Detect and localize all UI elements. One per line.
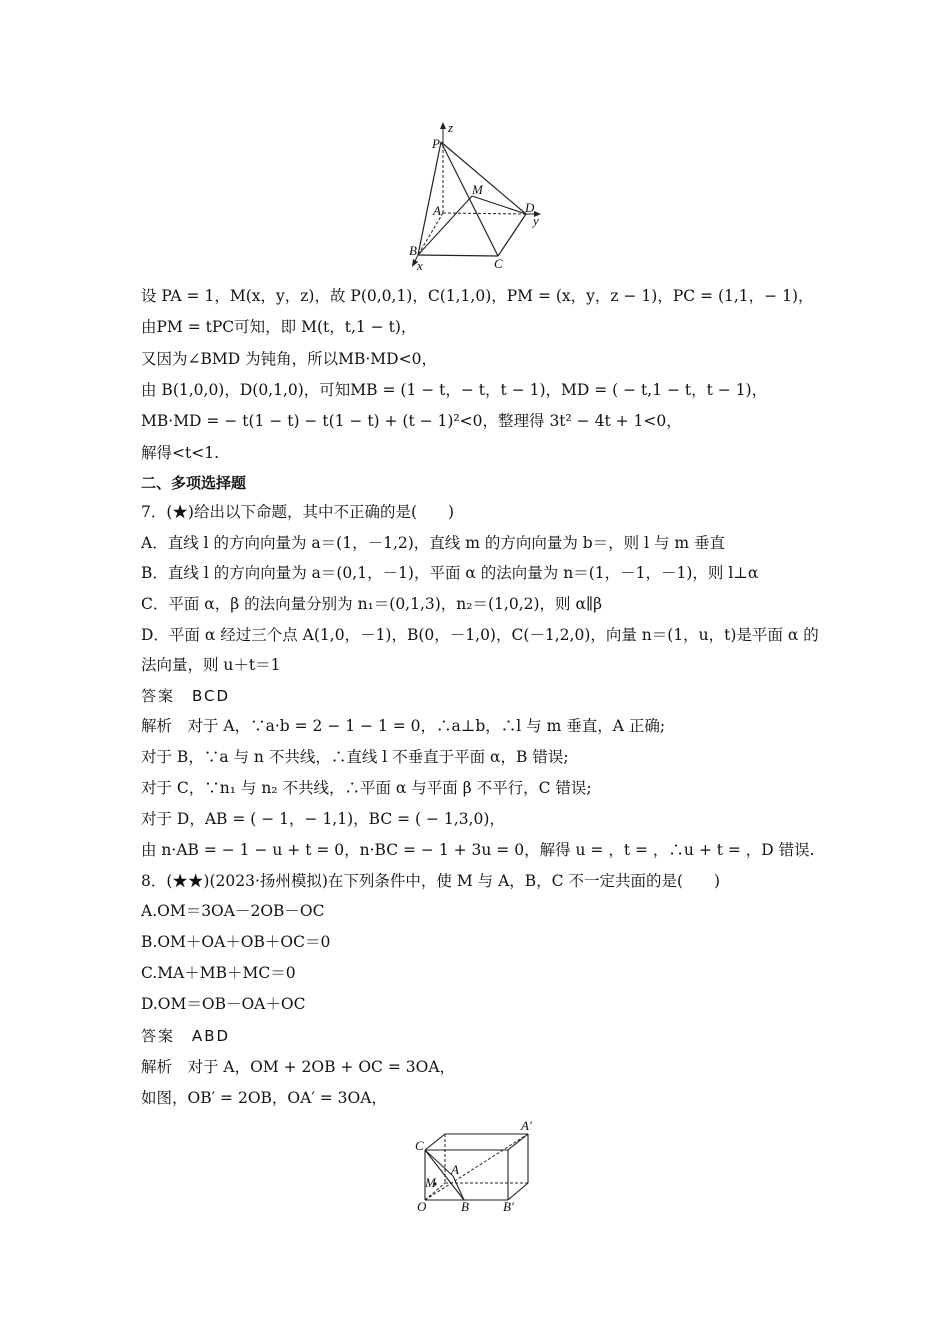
text-line-3: 又因为∠BMD 为钝角，所以MB·MD<0， <box>141 350 437 368</box>
pyramid-figure <box>400 118 560 278</box>
option-7d-cont: 法向量，则 u＋t＝1 <box>141 656 281 674</box>
option-8b: B.OM＋OA＋OB＋OC＝0 <box>141 933 331 951</box>
question-7: 7．(★)给出以下命题，其中不正确的是( ) <box>141 503 455 521</box>
label-M: M <box>472 182 483 197</box>
text-line-2: 由PM = tPC可知，即 M(t，t,1 − t)， <box>141 318 417 336</box>
analysis-8-a: 解析 对于 A，OM + 2OB + OC = 3OA， <box>141 1058 456 1076</box>
label-A: A <box>433 203 441 218</box>
label-O: O <box>417 1199 427 1214</box>
option-7b: B．直线 l 的方向向量为 a＝(0,1，－1)，平面 α 的法向量为 n＝(1，－1，－1)，则 l⊥α <box>141 564 759 582</box>
label-y: y <box>533 213 539 228</box>
label-C: C <box>494 256 503 271</box>
label-D: D <box>525 200 535 215</box>
option-7d: D．平面 α 经过三个点 A(1,0，－1)，B(0，－1,0)，C(－1,2,0)，向量 n＝(1，u，t)是平面 α 的 <box>141 626 819 644</box>
analysis-7-d: 对于 D，AB = ( − 1，− 1,1)，BC = ( − 1,3,0)， <box>141 810 505 828</box>
text-line-4: 由 B(1,0,0)，D(0,1,0)，可知MB = (1 − t，− t，t − 1)，MD = ( − t,1 − t，t − 1)， <box>141 381 768 399</box>
box-figure <box>405 1115 545 1215</box>
analysis-7-d-cont: 由 n·AB = − 1 − u + t = 0，n·BC = − 1 + 3u = 0，解得 u = ，t = ，∴u + t = ，D 错误. <box>141 841 815 859</box>
analysis-7-b: 对于 B，∵a 与 n 不共线，∴直线 l 不垂直于平面 α，B 错误; <box>141 748 569 766</box>
option-8c: C.MA＋MB＋MC＝0 <box>141 964 296 982</box>
text-line-6: 解得<t<1. <box>141 444 219 462</box>
label-B2: B <box>461 1199 469 1214</box>
analysis-7-c: 对于 C，∵n₁ 与 n₂ 不共线，∴平面 α 与平面 β 不平行，C 错误; <box>141 779 592 797</box>
label-C2: C <box>415 1138 424 1153</box>
analysis-8-fig-ref: 如图，OB′ = 2OB，OA′ = 3OA， <box>141 1089 387 1107</box>
answer-8: 答案 ABD <box>141 1027 231 1045</box>
text-line-1: 设 PA = 1，M(x，y，z)，故 P(0,0,1)，C(1,1,0)，PM = (x，y，z − 1)，PC = (1,1，− 1)， <box>141 287 814 305</box>
label-z: z <box>448 120 454 135</box>
label-M2: M <box>425 1175 436 1190</box>
label-A-prime: A′ <box>521 1118 532 1133</box>
option-8d: D.OM＝OB－OA＋OC <box>141 995 306 1013</box>
label-B: B <box>409 243 417 258</box>
question-8: 8．(★★)(2023·扬州模拟)在下列条件中，使 M 与 A，B，C 不一定共面的是( ) <box>141 872 721 890</box>
option-7c: C．平面 α，β 的法向量分别为 n₁＝(0,1,3)，n₂＝(1,0,2)，则 α∥β <box>141 595 603 613</box>
analysis-7-a: 解析 对于 A，∵a·b = 2 − 1 − 1 = 0，∴a⊥b，∴l 与 m 垂直，A 正确; <box>141 717 666 735</box>
label-A2: A <box>451 1162 459 1177</box>
label-B-prime: B′ <box>503 1199 514 1214</box>
pyramid-diagram <box>400 118 560 278</box>
box-diagram <box>405 1115 545 1215</box>
answer-7: 答案 BCD <box>141 687 231 705</box>
label-x: x <box>417 258 423 273</box>
option-7a: A．直线 l 的方向向量为 a＝(1，－1,2)，直线 m 的方向向量为 b＝，则 l 与 m 垂直 <box>141 534 726 552</box>
section-heading: 二、多项选择题 <box>141 474 247 492</box>
label-P: P <box>432 136 440 151</box>
text-line-5: MB·MD = − t(1 − t) − t(1 − t) + (t − 1)²<0，整理得 3t² − 4t + 1<0， <box>141 412 682 430</box>
option-8a: A.OM＝3OA－2OB－OC <box>141 902 325 920</box>
